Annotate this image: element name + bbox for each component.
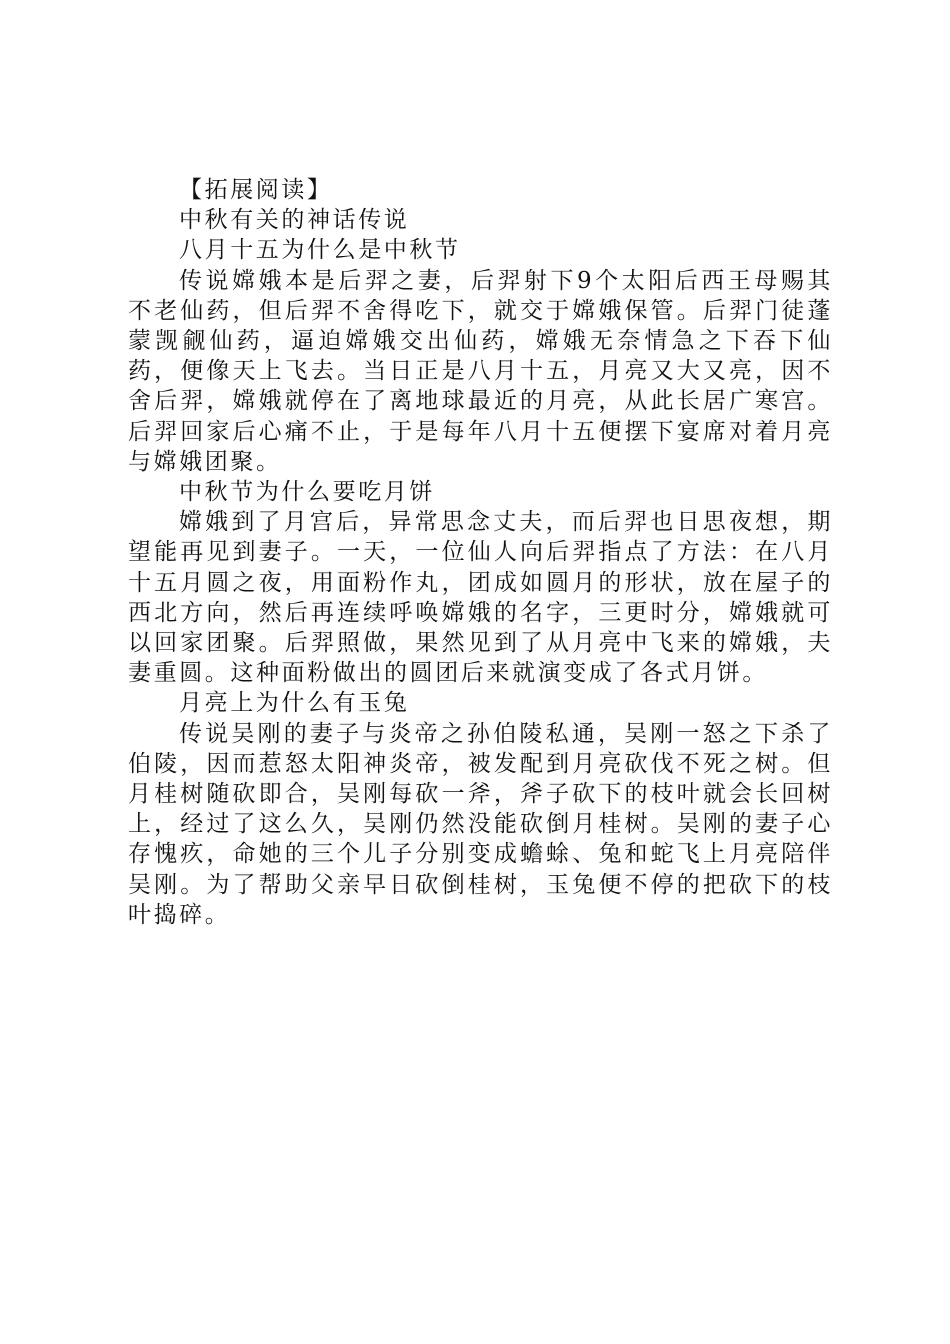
section-heading-jade-rabbit: 月亮上为什么有玉兔 <box>179 690 410 717</box>
section-heading-mid-autumn-origin: 八月十五为什么是中秋节 <box>179 237 461 264</box>
paragraph-jade-rabbit: 传说吴刚的妻子与炎帝之孙伯陵私通，吴刚一怒之下杀了伯陵，因而惹怒太阳神炎帝，被发配到月亮砍伐不死之树。但月桂树随砍即合，吴刚每砍一斧，斧子砍下的枝叶就会长回树上，经过了这么久，吴刚仍然没能砍倒月桂树。吴刚的妻子心存愧疚，命她的三个儿子分别变成蟾蜍、兔和蛇飞上月亮陪伴吴刚。为了帮助父亲早日砍倒桂树，玉兔便不停的把砍下的枝叶捣碎。 <box>128 720 833 928</box>
paragraph-mid-autumn-origin: 传说嫦娥本是后羿之妻，后羿射下9个太阳后西王母赐其不老仙药，但后羿不舍得吃下，就交于嫦娥保管。后羿门徒蓬蒙觊觎仙药，逼迫嫦娥交出仙药，嫦娥无奈情急之下吞下仙药，便像天上飞去。当日正是八月十五，月亮又大又亮，因不舍后羿，嫦娥就停在了离地球最近的月亮，从此长居广寒宫。后羿回家后心痛不止，于是每年八月十五便摆下宴席对着月亮与嫦娥团聚。 <box>128 267 833 475</box>
section-heading-mooncake: 中秋节为什么要吃月饼 <box>179 479 435 506</box>
section-label: 【拓展阅读】 <box>179 177 333 203</box>
paragraph-mooncake: 嫦娥到了月宫后，异常思念丈夫，而后羿也日思夜想，期望能再见到妻子。一天，一位仙人向后羿指点了方法：在八月十五月圆之夜，用面粉作丸，团成如圆月的形状，放在屋子的西北方向，然后再连续呼唤嫦娥的名字，三更时分，嫦娥就可以回家团聚。后羿照做，果然见到了从月亮中飞来的嫦娥，夫妻重圆。这种面粉做出的圆团后来就演变成了各式月饼。 <box>128 509 833 687</box>
document-body <box>128 175 833 930</box>
document-title: 中秋有关的神话传说 <box>179 207 410 234</box>
